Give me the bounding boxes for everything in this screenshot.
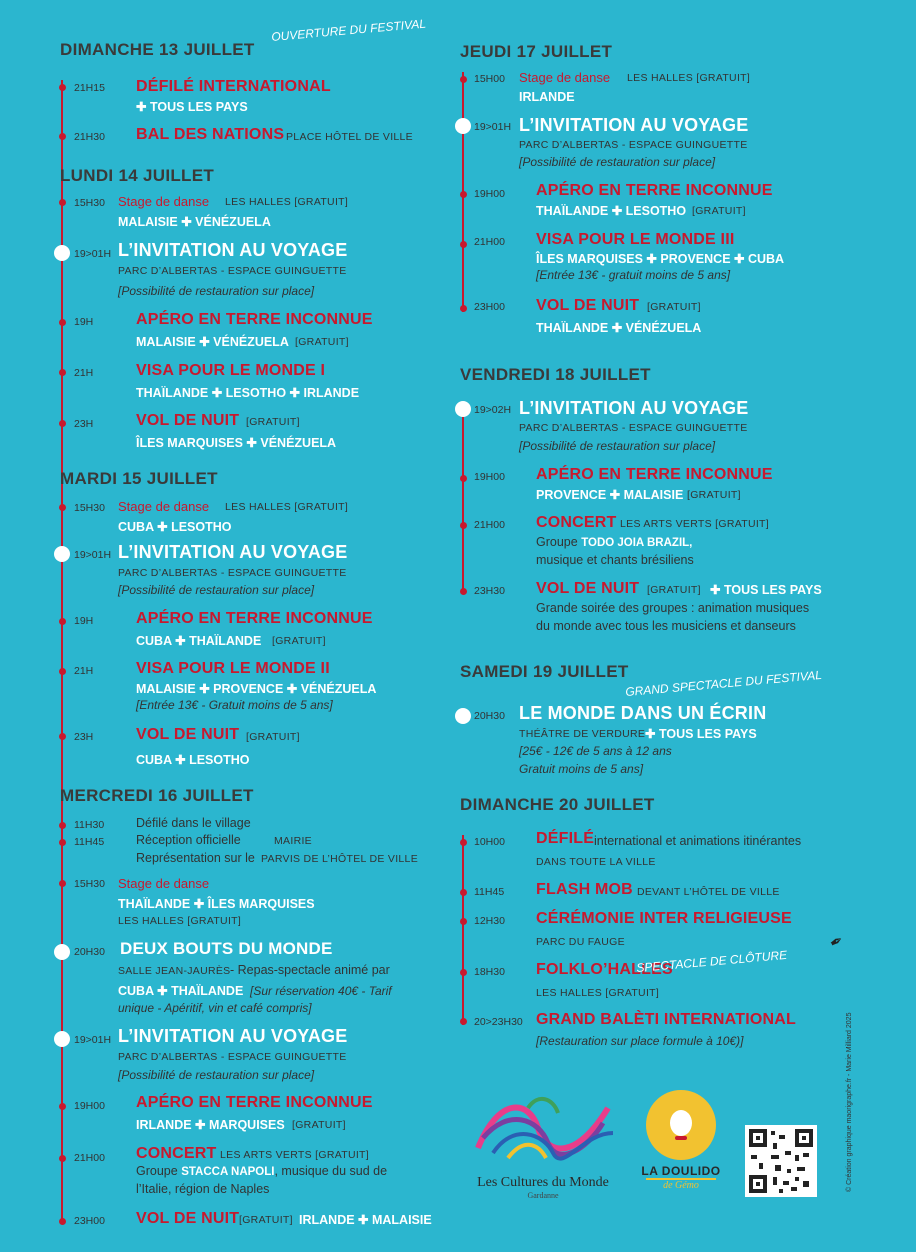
event-location: PARC D’ALBERTAS - ESPACE GUINGUETTE [519,139,748,151]
event-time: 19H00 [74,1100,105,1112]
event-title: L’INVITATION AU VOYAGE [118,240,348,260]
event-location: PARC D’ALBERTAS - ESPACE GUINGUETTE [519,422,748,434]
event-title: L’INVITATION AU VOYAGE [519,398,749,418]
day-heading: MERCREDI 16 JUILLET [60,786,254,805]
event-time: 19>01H [474,121,512,133]
event-title: DÉFILÉ [536,830,595,847]
event-extra: [GRATUIT] [692,205,746,217]
event-location: DANS TOUTE LA VILLE [536,856,656,868]
event-text [136,1164,387,1178]
event-time: 21H15 [74,82,105,94]
event-title: CONCERT [136,1145,217,1162]
event-time: 20H30 [474,710,505,722]
timeline-big-dot [455,708,471,724]
event-time: 21H [74,665,94,677]
event-countries: IRLANDE ✚ MARQUISES [136,1118,285,1132]
event-text [536,535,692,549]
event-countries: THAÏLANDE ✚ VÉNÉZUELA [536,321,702,335]
timeline-big-dot [54,944,70,960]
event-location: PLACE HÔTEL DE VILLE [286,131,413,143]
timeline-big-dot [54,1031,70,1047]
band-name: STACCA NAPOLI [181,1166,275,1178]
event-title: FOLKLO’HALLES [536,961,673,978]
event-location: LES HALLES [GRATUIT] [627,72,751,84]
event-note: [Possibilité de restauration sur place] [118,284,315,298]
event-text: international et animations itinérantes [594,834,802,848]
event-countries: THAÏLANDE ✚ ÎLES MARQUISES [118,897,315,911]
event-location: DEVANT L’HÔTEL DE VILLE [637,886,780,898]
day-heading: DIMANCHE 13 JUILLET [60,40,255,59]
event-location: LES ARTS VERTS [GRATUIT] [220,1149,369,1161]
event-note: [25€ - 12€ de 5 ans à 12 ans [519,744,672,758]
event-time: 21H00 [74,1152,105,1164]
event-time: 11H45 [74,836,105,848]
day-heading: MARDI 15 JUILLET [60,469,218,488]
event-location: LES HALLES [GRATUIT] [118,915,242,927]
event-time: 23H [74,418,94,430]
timeline-right [462,835,464,1025]
timeline-dot [59,369,66,376]
event-countries: MALAISIE ✚ VÉNÉZUELA [136,335,289,349]
event-title: VISA POUR LE MONDE III [536,231,735,248]
event-countries: ÎLES MARQUISES ✚ PROVENCE ✚ CUBA [536,252,785,266]
event-time: 21H00 [474,519,505,531]
event-time: 19>01H [74,248,112,260]
event-title: VOL DE NUIT [136,1210,240,1227]
timeline-right [462,402,464,592]
event-note: [Entrée 13€ - gratuit moins de 5 ans] [536,268,731,282]
event-extra: [GRATUIT] [292,1119,346,1131]
event-title: VOL DE NUIT [536,580,640,597]
face-icon [646,1090,716,1160]
day-heading: LUNDI 14 JUILLET [60,166,215,185]
event-title: CÉRÉMONIE INTER RELIGIEUSE [536,910,792,927]
event-extra: [GRATUIT] [687,489,741,501]
event-text: Représentation sur le [136,851,255,865]
event-countries: ✚ TOUS LES PAYS [136,100,248,114]
event-location: MAIRIE [274,835,312,847]
event-title: APÉRO EN TERRE INCONNUE [136,610,373,627]
event-title: L’INVITATION AU VOYAGE [519,115,749,135]
timeline-dot [460,191,467,198]
event-title: VOL DE NUIT [136,412,240,429]
event-text: Défilé dans le village [136,816,251,830]
timeline-dot [59,133,66,140]
event-time: 19H [74,615,94,627]
event-location: PARC D’ALBERTAS - ESPACE GUINGUETTE [118,567,347,579]
timeline-dot [59,880,66,887]
event-text: Réception officielle [136,833,241,847]
timeline-dot [460,839,467,846]
qr-icon [745,1125,817,1197]
day-heading: DIMANCHE 20 JUILLET [460,795,655,814]
event-countries: CUBA ✚ THAÏLANDE [136,634,262,648]
logo-title: LA DOULIDO [641,1164,721,1178]
event-note: unique - Apéritif, vin et café compris] [118,1001,312,1015]
timeline-big-dot [54,546,70,562]
event-time: 15H30 [74,878,105,890]
festival-note: GRAND SPECTACLE DU FESTIVAL [624,667,823,699]
timeline-dot [59,733,66,740]
event-countries: IRLANDE [519,90,575,104]
event-location: LES HALLES [GRATUIT] [225,196,349,208]
event-extra: [GRATUIT] [239,1214,293,1226]
event-extra: [GRATUIT] [647,584,701,596]
event-time: 10H00 [474,836,505,848]
event-title: VISA POUR LE MONDE II [136,660,330,677]
timeline-dot [59,420,66,427]
timeline-dot [460,889,467,896]
event-time: 11H30 [74,819,105,831]
event-title: VISA POUR LE MONDE I [136,362,326,379]
event-extra: [GRATUIT] [647,301,701,313]
timeline-dot [59,84,66,91]
event-title: Stage de danse [118,194,210,209]
la-doulido-logo [636,1090,726,1200]
event-time: 23H00 [474,301,505,313]
event-text-part: , musique du sud de [274,1164,388,1178]
event-countries: IRLANDE ✚ MALAISIE [299,1213,432,1227]
event-time: 19H00 [474,188,505,200]
event-countries: CUBA ✚ THAÏLANDE [118,984,244,998]
event-extra: [GRATUIT] [295,336,349,348]
closing-note: SPECTACLE DE CLÔTURE [635,947,788,975]
event-text: l’Italie, région de Naples [136,1182,270,1196]
event-time: 19>01H [74,1034,112,1046]
qr-code [745,1125,817,1197]
event-title: Stage de danse [519,70,611,85]
timeline-dot [460,522,467,529]
event-text: du monde avec tous les musiciens et danseurs [536,619,796,633]
event-countries: THAÏLANDE ✚ LESOTHO ✚ IRLANDE [136,386,360,400]
timeline-big-dot [455,118,471,134]
event-title: APÉRO EN TERRE INCONNUE [136,1094,373,1111]
event-title: Stage de danse [118,876,210,891]
timeline-dot [59,822,66,829]
event-location: LES HALLES [GRATUIT] [536,987,660,999]
event-time: 21H00 [474,236,505,248]
event-extra: [GRATUIT] [272,635,326,647]
event-note: [Possibilité de restauration sur place] [118,1068,315,1082]
event-title: APÉRO EN TERRE INCONNUE [136,311,373,328]
event-title: CONCERT [536,514,617,531]
event-countries: THAÏLANDE ✚ LESOTHO [536,204,687,218]
timeline-dot [59,839,66,846]
event-location: PARC DU FAUGE [536,936,625,948]
event-time: 23H30 [474,585,505,597]
event-time: 20H30 [74,946,105,958]
event-title: LE MONDE DANS UN ÉCRIN [519,703,767,723]
event-time: 20>23H30 [474,1016,523,1028]
event-time: 21H [74,367,94,379]
event-countries: ✚ TOUS LES PAYS [710,583,822,597]
event-time: 23H [74,731,94,743]
event-note: [Possibilité de restauration sur place] [118,583,315,597]
event-title: APÉRO EN TERRE INCONNUE [536,182,773,199]
logo-subtitle: Gardanne [527,1191,559,1200]
event-location: SALLE JEAN-JAURÈS [118,965,231,977]
event-extra: [GRATUIT] [246,416,300,428]
event-note: [Possibilité de restauration sur place] [519,155,716,169]
timeline-dot [59,1103,66,1110]
event-note: [Possibilité de restauration sur place] [519,439,716,453]
event-title: GRAND BALÈTI INTERNATIONAL [536,1011,796,1028]
event-location: LES ARTS VERTS [GRATUIT] [620,518,769,530]
event-countries: CUBA ✚ LESOTHO [136,753,250,767]
event-time: 19>02H [474,404,512,416]
event-countries: ÎLES MARQUISES ✚ VÉNÉZUELA [136,436,337,450]
day-heading: VENDREDI 18 JUILLET [460,365,651,384]
event-time: 19H [74,316,94,328]
event-location: PARVIS DE L’HÔTEL DE VILLE [261,853,418,865]
event-time: 21H30 [74,131,105,143]
timeline-dot [59,319,66,326]
event-location: PARC D’ALBERTAS - ESPACE GUINGUETTE [118,265,347,277]
day-heading: JEUDI 17 JUILLET [460,42,613,61]
event-countries: PROVENCE ✚ MALAISIE [536,488,684,502]
timeline-dot [460,475,467,482]
event-countries: MALAISIE ✚ PROVENCE ✚ VÉNÉZUELA [136,682,377,696]
event-time: 11H45 [474,886,505,898]
timeline-dot [59,1155,66,1162]
event-location: LES HALLES [GRATUIT] [225,501,349,513]
ribbon-icon [468,1088,618,1168]
event-text: Grande soirée des groupes : animation musiques [536,601,810,615]
event-title: DEUX BOUTS DU MONDE [120,939,333,958]
timeline-dot [460,969,467,976]
event-title: BAL DES NATIONS [136,126,285,143]
timeline-dot [460,1018,467,1025]
event-countries: MALAISIE ✚ VÉNÉZUELA [118,215,271,229]
credit-text: © Création graphique maorigraphe.fr - Marie Milliard 2025 [846,1012,853,1192]
event-title: FLASH MOB [536,881,633,898]
event-time: 23H00 [74,1215,105,1227]
cultures-du-monde-logo [468,1088,618,1198]
festival-note: OUVERTURE DU FESTIVAL [270,16,427,44]
feather-icon: ✒ [826,931,848,954]
timeline-dot [460,918,467,925]
event-note: [Sur réservation 40€ - Tarif [250,984,392,998]
event-title: L’INVITATION AU VOYAGE [118,1026,348,1046]
event-time: 18H30 [474,966,505,978]
event-countries: ✚ TOUS LES PAYS [645,727,757,741]
event-note: [Entrée 13€ - Gratuit moins de 5 ans] [136,698,333,712]
event-time: 12H30 [474,915,505,927]
timeline-dot [59,668,66,675]
event-note: [Restauration sur place formule à 10€)] [536,1034,744,1048]
timeline-dot [59,199,66,206]
event-title: VOL DE NUIT [536,297,640,314]
event-time: 19H00 [474,471,505,483]
event-extra: [GRATUIT] [246,731,300,743]
logo-title: Les Cultures du Monde [477,1175,609,1190]
band-name: TODO JOIA BRAZIL, [581,537,693,549]
logo-subtitle: de Gémo [646,1178,716,1191]
timeline-big-dot [54,245,70,261]
timeline-big-dot [455,401,471,417]
event-text-part: Groupe [536,535,578,549]
timeline-dot [59,504,66,511]
event-countries: CUBA ✚ LESOTHO [118,520,232,534]
day-heading: SAMEDI 19 JUILLET [460,662,629,681]
event-title: VOL DE NUIT [136,726,240,743]
timeline-dot [460,76,467,83]
event-time: 15H30 [74,197,105,209]
event-note: Gratuit moins de 5 ans] [519,762,644,776]
event-title: L’INVITATION AU VOYAGE [118,542,348,562]
event-title: DÉFILÉ INTERNATIONAL [136,78,331,95]
event-text: musique et chants brésiliens [536,553,694,567]
event-time: 19>01H [74,549,112,561]
timeline-dot [460,241,467,248]
event-time: 15H00 [474,73,505,85]
event-title: APÉRO EN TERRE INCONNUE [536,466,773,483]
event-location: PARC D’ALBERTAS - ESPACE GUINGUETTE [118,1051,347,1063]
timeline-dot [460,588,467,595]
event-text: - Repas-spectacle animé par [230,963,390,977]
event-location: THÉÂTRE DE VERDURE [519,728,646,740]
timeline-dot [460,305,467,312]
event-title: Stage de danse [118,499,210,514]
event-time: 15H30 [74,502,105,514]
timeline-dot [59,1218,66,1225]
timeline-dot [59,618,66,625]
event-text-part: Groupe [136,1164,178,1178]
